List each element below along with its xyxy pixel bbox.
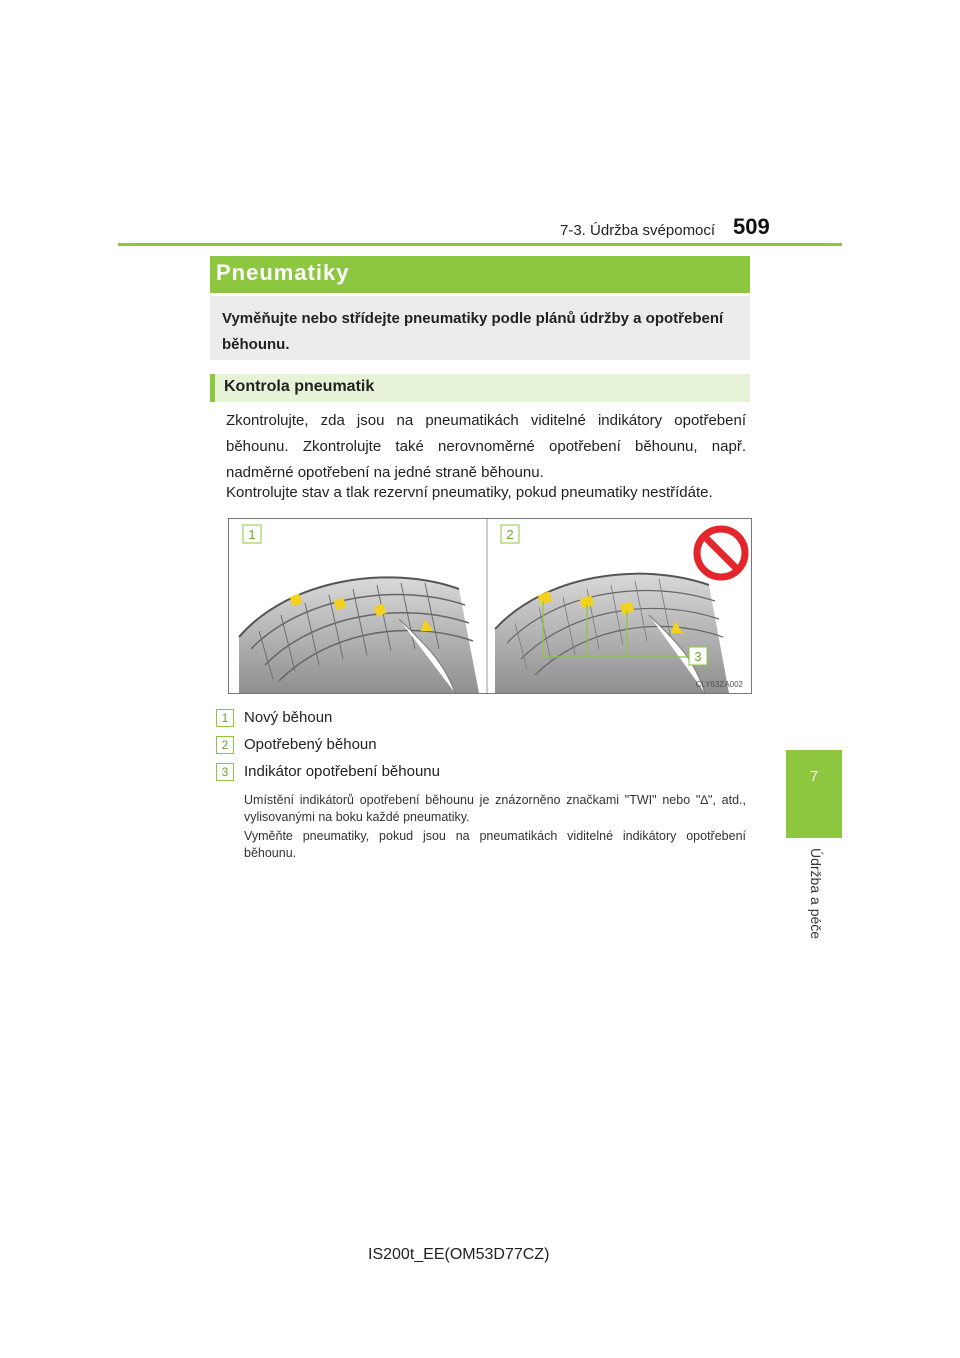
- callout-3-label: 3: [694, 649, 702, 664]
- legend-num-3: 3: [216, 763, 234, 781]
- subsection-title: Kontrola pneumatik: [224, 378, 375, 395]
- legend-num-1: 1: [216, 709, 234, 727]
- page-number: 509: [733, 214, 770, 239]
- section-header: 7-3. Údržba svépomocí: [560, 222, 716, 239]
- note-replace-tires: Vyměňte pneumatiky, pokud jsou na pneumatikách viditelné indikátory opotřebení běhounu.: [244, 829, 746, 860]
- new-tread-tire: [239, 577, 479, 693]
- header-rule: [118, 243, 842, 246]
- legend-label-3: Indikátor opotřebení běhounu: [244, 763, 440, 780]
- callout-2: [501, 525, 519, 543]
- subsection-accent: [210, 374, 215, 402]
- chapter-label: Údržba a péče: [808, 848, 824, 940]
- legend-label-2: Opotřebený běhoun: [244, 736, 377, 753]
- callout-3: [689, 647, 707, 665]
- page-title: Pneumatiky: [216, 260, 350, 285]
- callout-1-label: 1: [248, 527, 256, 542]
- paragraph-spare-tire: Kontrolujte stav a tlak rezervní pneumatiky, pokud pneumatiky nestřídáte.: [226, 484, 713, 501]
- tire-tread-figure: [228, 518, 752, 694]
- chapter-number: 7: [809, 768, 819, 785]
- tire-illustration: [229, 519, 751, 693]
- callout-1: [243, 525, 261, 543]
- worn-tread-tire: [495, 574, 729, 693]
- paragraph-tread-check: Zkontrolujte, zda jsou na pneumatikách viditelné indikátory opotřebení běhounu. Zkontrolujte také nerovnoměrné opotřebení běhounu, např. nadměrné opotřebení na jedné straně běhounu.: [226, 412, 746, 481]
- prohibition-icon: [697, 529, 745, 577]
- legend-num-2: 2: [216, 736, 234, 754]
- legend-label-1: Nový běhoun: [244, 709, 333, 726]
- chapter-tab: [786, 750, 842, 838]
- figure-code: CLY63ZA002: [695, 680, 743, 689]
- intro-text: Vyměňujte nebo střídejte pneumatiky podle plánů údržby a opotřebení běhounu.: [222, 310, 724, 353]
- document-code: IS200t_EE(OM53D77CZ): [368, 1246, 550, 1263]
- note-indicator-location: Umístění indikátorů opotřebení běhounu je znázorněno značkami "TWI" nebo "∆", atd., vylisovanými na boku každé pneumatiky.: [244, 793, 746, 824]
- callout-2-label: 2: [506, 527, 514, 542]
